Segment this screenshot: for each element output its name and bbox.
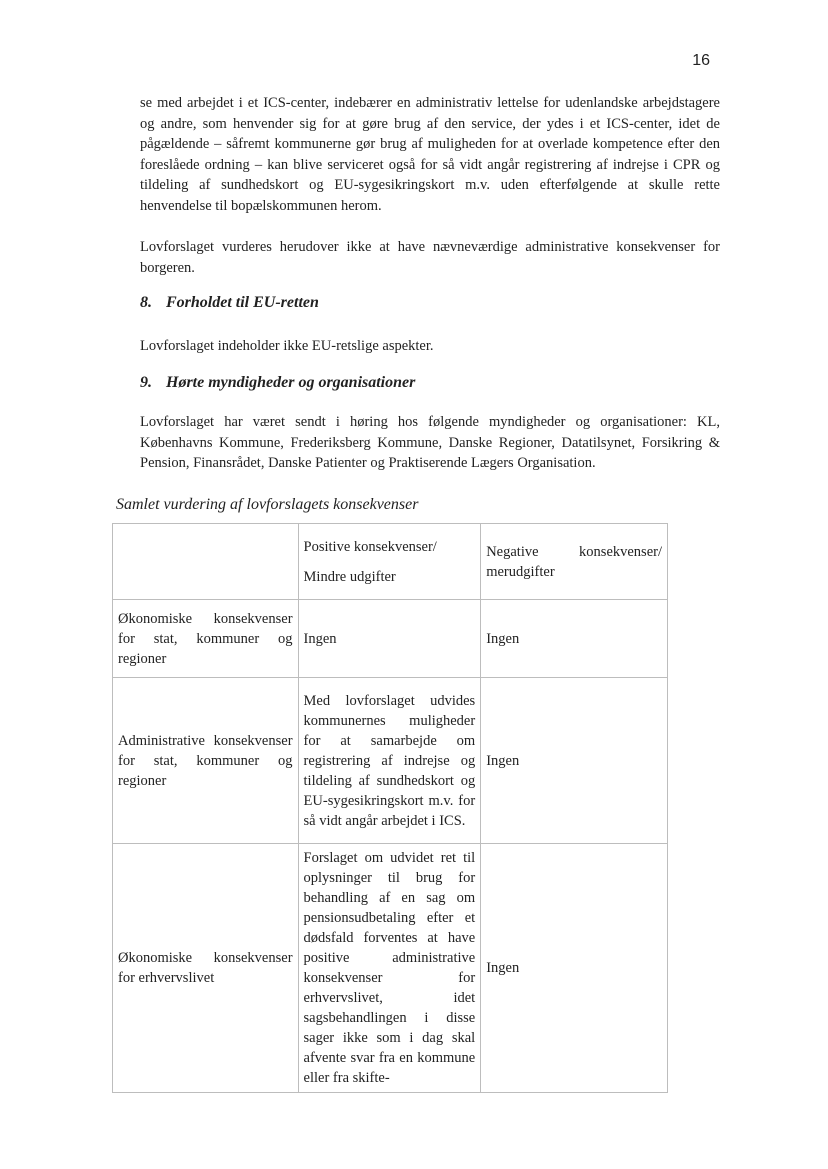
section-number-8: 8. [140, 294, 152, 311]
section-title-9: Hørte myndigheder og organisationer [166, 374, 416, 391]
section-number-9: 9. [140, 374, 152, 391]
header-positive-line1: Positive konsekvenser/ [303, 538, 437, 555]
header-positive-line2: Mindre udgifter [303, 568, 396, 585]
table-row [113, 678, 668, 844]
header-negative-word1: Negative [486, 543, 539, 560]
section-heading-9 [140, 374, 415, 392]
header-negative-cell [481, 524, 668, 600]
header-positive-cell [298, 524, 481, 600]
paragraph-eu-retten: Lovforslaget indeholder ikke EU-retslige aspekter. [140, 338, 434, 354]
table-row [113, 844, 668, 1093]
row-positive: Med lovforslaget udvides kommunernes muligheder for at samarbejde om registrering af indrejse og tildeling af sundhedskort og EU-sygesikringskort m.v. for så vidt angår arbejdet i ICS. [298, 678, 481, 844]
page-number: 16 [692, 52, 710, 69]
table-header-row [113, 524, 668, 600]
row-label: Administrative konsekvenser for stat, kommuner og regioner [113, 678, 299, 844]
table-title: Samlet vurdering af lovforslagets konsekvenser [116, 496, 419, 513]
table-row [113, 600, 668, 678]
row-label: Økonomiske konsekvenser for erhvervslivet [113, 844, 299, 1093]
row-negative: Ingen [481, 600, 668, 678]
row-negative: Ingen [481, 844, 668, 1093]
header-negative-line2: merudgifter [486, 563, 555, 580]
row-positive: Ingen [298, 600, 481, 678]
paragraph-borger-konsekvenser: Lovforslaget vurderes herudover ikke at have nævneværdige administrative konsekvenser for borgeren. [140, 239, 720, 276]
paragraph-ics-center: se med arbejdet i et ICS-center, indebærer en administrativ lettelse for udenlandske arbejdstagere og andre, som henvender sig for at gøre brug af den service, der ydes i et ICS-center, idet de pågældende – såfremt kommunerne gør brug af muligheden for at overlade kompetence efter den foreslåede ordning – kan blive serviceret også for så vidt angår registrering af indrejse i CPR og tildeling af sundhedskort og EU-sygesikringskort m.v. uden efterfølgende at skulle rette henvendelse til bopælskommunen herom. [140, 95, 720, 214]
header-empty-cell [113, 524, 299, 600]
row-positive: Forslaget om udvidet ret til oplysninger til brug for behandling af en sag om pensionsudbetaling efter et dødsfald forventes at have positive administrative konsekvenser for erhvervslivet, idet sagsbehandlingen i disse sager ikke som i dag skal afvente svar fra en kommune eller fra skifte- [298, 844, 481, 1093]
section-heading-8 [140, 294, 319, 312]
consequences-table [112, 523, 668, 1093]
row-label: Økonomiske konsekvenser for stat, kommuner og regioner [113, 600, 299, 678]
section-title-8: Forholdet til EU-retten [166, 294, 319, 311]
paragraph-hoering: Lovforslaget har været sendt i høring hos følgende myndigheder og organisationer: KL, Københavns Kommune, Frederiksberg Kommune, Danske Regioner, Datatilsynet, Forsikring & Pension, Finansrådet, Danske Patienter og Praktiserende Lægers Organisation. [140, 414, 720, 471]
row-negative: Ingen [481, 678, 668, 844]
header-negative-line1 [486, 542, 662, 562]
header-negative-word2: konsekvenser/ [579, 543, 662, 560]
